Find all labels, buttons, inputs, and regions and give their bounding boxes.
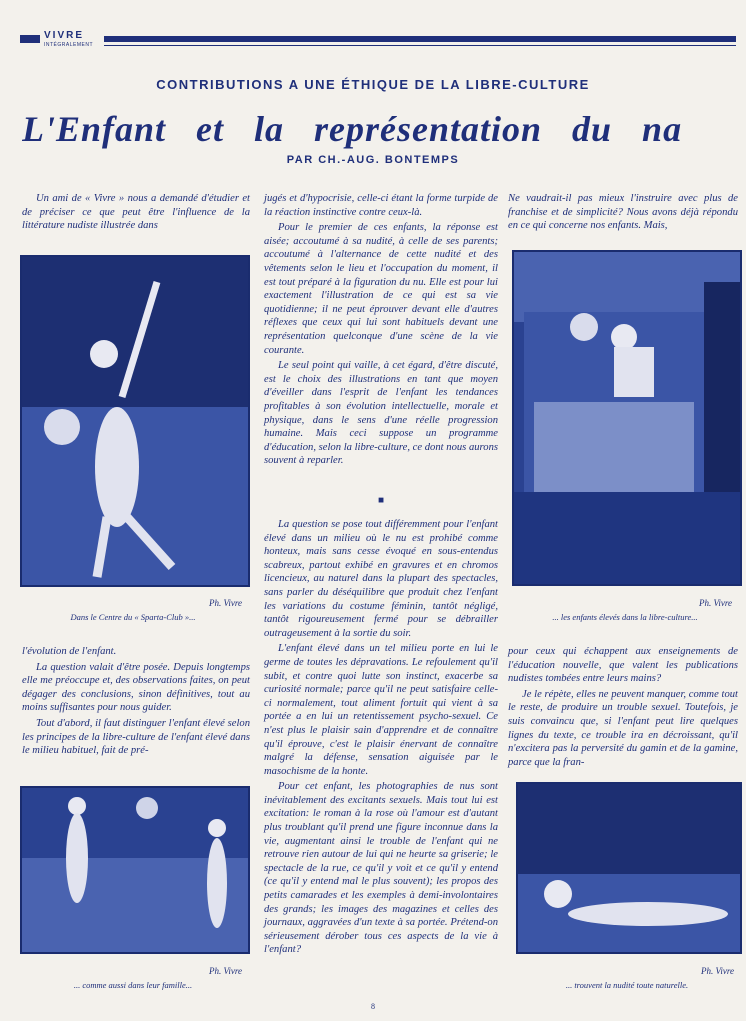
photo-caption: ... trouvent la nudité toute naturelle. — [565, 980, 689, 990]
paragraph: Un ami de « Vivre » nous a demandé d'étudier et de préciser ce que peut être l'influence de la littérature nudiste illustrée dans — [22, 193, 250, 232]
logo-block — [20, 35, 40, 43]
photo-credit: Ph. Vivre — [209, 966, 242, 976]
photo-sofa-image — [514, 252, 740, 584]
photo-lying-child — [516, 782, 742, 954]
photo-caption: Dans le Centre du « Sparta-Club »... — [70, 612, 196, 622]
paragraph: pour ceux qui échappent aux enseignements de l'éducation nouvelle, que valent les publications nudistes tombées entre leurs mains? — [508, 646, 738, 685]
paragraph: Ne vaudrait-il pas mieux l'instruire avec plus de franchise et de simplicité? Nous avons déjà répondu en ce qui concerne nos enfants. Mais, — [508, 193, 738, 232]
photo-credit: Ph. Vivre — [209, 598, 242, 608]
photo-lying-child-image — [518, 784, 740, 952]
paragraph: La question se pose tout différemment pour l'enfant élevé dans un milieu où le nu est prohibé comme honteux, mais sans cesse évoqué en sous-entendus scabreux, partout exhibé en gravures et en chromos licencieux, au naturel dans la plupart des spectacles, sans parler du déséquilibre que produit chez l'enfant les variations du costume féminin, tantôt négligé, tantôt rigoureusement fermé pour se débrailler outrageusement à la sortie du soir. — [264, 519, 498, 639]
article-title: L'Enfant et la représentation du na — [22, 109, 683, 149]
column-2-bottom — [264, 518, 498, 957]
header-rule-thick — [104, 36, 736, 42]
paragraph: L'enfant élevé dans un tel milieu porte en lui le germe de toutes les dépravations. Le refoulement qu'il subit, et contre quoi lutte son instinct, exacerbe sa curiosité normale; parce qu'il ne peut satisfaire celle-ci normalement, tout aliment fortuit qui vient à sa portée a en lui un retentissement psycho-sexuel. Ce n'est plus le plaisir sain d'apprendre et de connaître qu'il éprouve, c'est le plaisir énervant de connaître malgré la défense, sensation aiguisée par le masochisme de la honte. — [264, 643, 498, 777]
photo-credit: Ph. Vivre — [699, 598, 732, 608]
photo-credit: Ph. Vivre — [701, 966, 734, 976]
magazine-logo: VIVRE — [44, 30, 85, 41]
magazine-logo-subtitle: INTÉGRALEMENT — [44, 42, 94, 48]
photo-family-image — [22, 788, 248, 952]
photo-sparta-club-image — [22, 257, 248, 585]
series-kicker: CONTRIBUTIONS A UNE ÉTHIQUE DE LA LIBRE-CULTURE — [156, 77, 590, 92]
column-3-top — [508, 192, 738, 233]
paragraph: Pour le premier de ces enfants, la réponse est aisée; accoutumé à sa nudité, à celle de ses parents; accoutumé à l'alternance de cette nudité et des vêtements selon le lieu et l'occupation du moment, il est tout préparé à la figuration du nu. Elle est pour lui exactement l'illustration de ce qui est sa vie quotidienne; il ne peut éprouver devant elle d'autres réflexes que ceux qui lui sont habituels devant une représentation quelconque d'une scène de la vie courante. — [264, 222, 498, 356]
paragraph: l'évolution de l'enfant. — [22, 646, 117, 657]
paragraph: Tout d'abord, il faut distinguer l'enfant élevé selon les principes de la libre-culture de l'enfant élevé dans le milieu habituel, fait de pré- — [22, 717, 250, 757]
paragraph: Le seul point qui vaille, à cet égard, d'être discuté, est le choix des illustrations en tant que moyen d'éveiller dans l'esprit de l'enfant les tendances profitables à son évolution intellectuelle, morale et physique, dans le sens d'une réelle progression humaine. Mais ceci suppose un programme d'éducation, selon la libre-culture, ce dont nous aurons souvent à reparler. — [264, 360, 498, 467]
paragraph: Je le répète, elles ne peuvent manquer, comme tout le reste, de produire un trouble sexuel. Toutefois, je suis convaincu que, si l'enfant peut lire quelques lignes du texte, ce trouble ira en décroissant, qu'il n'excitera pas la perversité du gamin et de la gamine, parce que la fran- — [508, 688, 738, 768]
paragraph: jugés et d'hypocrisie, celle-ci étant la forme turpide de la réaction instinctive contre ceux-là. — [264, 193, 498, 218]
photo-caption: ... les enfants élevés dans la libre-culture... — [552, 612, 698, 622]
section-divider-mark: ■ — [377, 495, 385, 506]
photo-caption: ... comme aussi dans leur famille... — [73, 980, 193, 990]
photo-sofa — [512, 250, 742, 586]
paragraph: La question valait d'être posée. Depuis longtemps elle me préoccupe et, des observations faites, on peut dégager des conclusions, sinon définitives, tout au moins suffisantes pour nous guider. — [22, 661, 250, 714]
photo-family — [20, 786, 250, 954]
column-1-bottom — [22, 645, 250, 758]
column-1-top — [22, 192, 250, 233]
header-rule-thin — [104, 45, 736, 46]
column-2-top — [264, 192, 498, 468]
photo-sparta-club — [20, 255, 250, 587]
article-byline: PAR CH.-AUG. BONTEMPS — [286, 154, 460, 166]
column-3-bottom — [508, 645, 738, 769]
page-number: 8 — [371, 1002, 375, 1011]
paragraph: Pour cet enfant, les photographies de nus sont inévitablement des excitants sexuels. Mais tout lui est excitation: le roman à la rose où l'amour est d'autant plus troublant qu'il prend une figure inconnue dans la vie, augmentant ainsi le trouble de l'enfant qui ne retrouve rien autour de lui qui ne heurte sa griserie; le spectacle de la rue, ce qu'il y voit et ce qu'il y entend (ce qu'il y entend mal le plus souvent); les propos des petits camarades et les exemples à demi-involontaires des grands; les images des magazines et celles des journaux, aggravées d'un texte à sa portée. Prétend-on sérieusement dérober tous ces aspects de la vie à l'enfant? — [264, 781, 498, 956]
